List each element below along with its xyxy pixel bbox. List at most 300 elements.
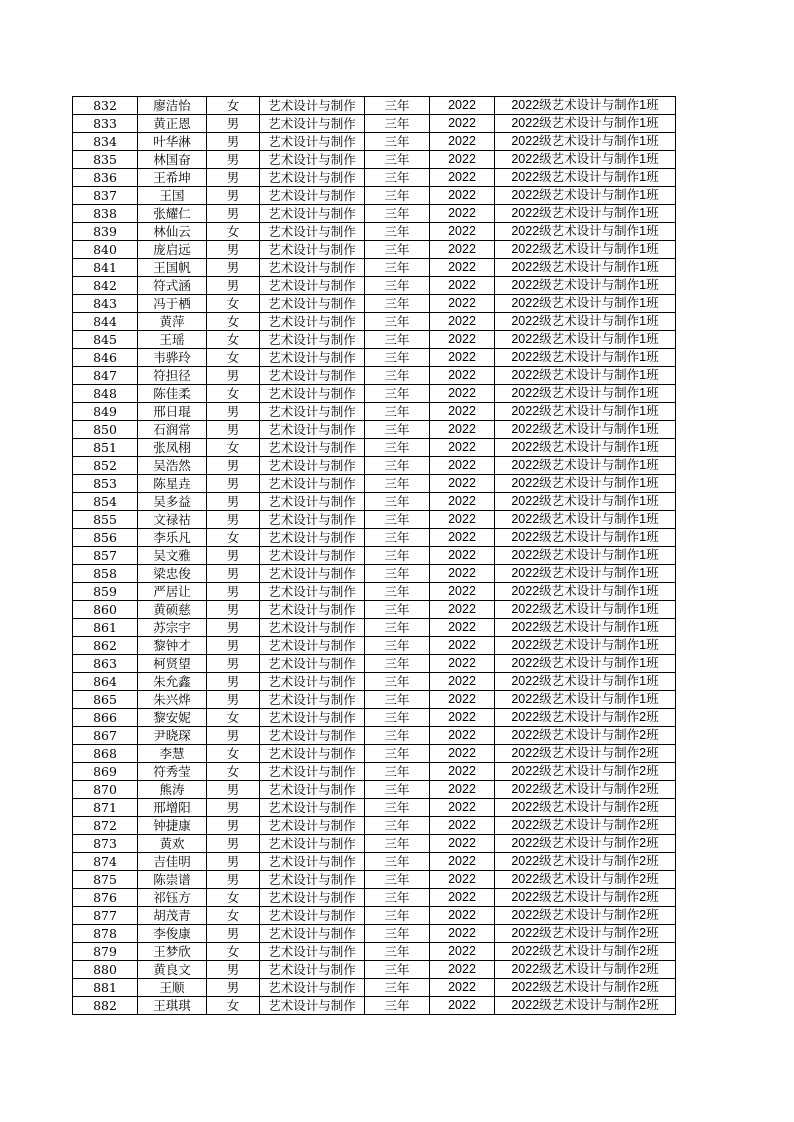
student-gender: 女 (207, 529, 260, 547)
program-duration: 三年 (365, 691, 430, 709)
student-gender: 女 (207, 745, 260, 763)
student-gender: 女 (207, 997, 260, 1015)
program-duration: 三年 (365, 637, 430, 655)
table-row (73, 133, 676, 151)
enrollment-year: 2022 (430, 259, 495, 277)
class-name: 2022级艺术设计与制作1班 (495, 691, 676, 709)
program-duration: 三年 (365, 835, 430, 853)
program-duration: 三年 (365, 601, 430, 619)
row-number: 838 (73, 205, 138, 223)
enrollment-year: 2022 (430, 205, 495, 223)
table-row (73, 439, 676, 457)
student-gender: 男 (207, 115, 260, 133)
table-row (73, 889, 676, 907)
student-name: 黄硕慈 (138, 601, 207, 619)
student-major: 艺术设计与制作 (260, 259, 365, 277)
table-row (73, 979, 676, 997)
student-name: 邢增阳 (138, 799, 207, 817)
student-major: 艺术设计与制作 (260, 205, 365, 223)
table-row (73, 673, 676, 691)
student-major: 艺术设计与制作 (260, 745, 365, 763)
student-gender: 女 (207, 223, 260, 241)
enrollment-year: 2022 (430, 637, 495, 655)
row-number: 877 (73, 907, 138, 925)
row-number: 839 (73, 223, 138, 241)
table-row (73, 403, 676, 421)
row-number: 873 (73, 835, 138, 853)
row-number: 872 (73, 817, 138, 835)
row-number: 868 (73, 745, 138, 763)
student-name: 吴文雅 (138, 547, 207, 565)
student-gender: 男 (207, 799, 260, 817)
table-row (73, 169, 676, 187)
enrollment-year: 2022 (430, 835, 495, 853)
class-name: 2022级艺术设计与制作2班 (495, 925, 676, 943)
row-number: 875 (73, 871, 138, 889)
student-gender: 男 (207, 151, 260, 169)
class-name: 2022级艺术设计与制作1班 (495, 673, 676, 691)
student-gender: 男 (207, 259, 260, 277)
student-major: 艺术设计与制作 (260, 943, 365, 961)
enrollment-year: 2022 (430, 457, 495, 475)
program-duration: 三年 (365, 223, 430, 241)
student-gender: 男 (207, 835, 260, 853)
enrollment-year: 2022 (430, 493, 495, 511)
table-row (73, 907, 676, 925)
enrollment-year: 2022 (430, 367, 495, 385)
table-row (73, 835, 676, 853)
program-duration: 三年 (365, 313, 430, 331)
program-duration: 三年 (365, 403, 430, 421)
row-number: 857 (73, 547, 138, 565)
student-name: 林国奋 (138, 151, 207, 169)
student-gender: 男 (207, 871, 260, 889)
class-name: 2022级艺术设计与制作1班 (495, 169, 676, 187)
class-name: 2022级艺术设计与制作2班 (495, 889, 676, 907)
row-number: 851 (73, 439, 138, 457)
row-number: 848 (73, 385, 138, 403)
program-duration: 三年 (365, 871, 430, 889)
student-gender: 男 (207, 475, 260, 493)
student-name: 朱兴烨 (138, 691, 207, 709)
student-name: 李乐凡 (138, 529, 207, 547)
student-gender: 女 (207, 385, 260, 403)
table-row (73, 655, 676, 673)
student-gender: 女 (207, 439, 260, 457)
table-row (73, 421, 676, 439)
program-duration: 三年 (365, 421, 430, 439)
student-major: 艺术设计与制作 (260, 583, 365, 601)
row-number: 882 (73, 997, 138, 1015)
program-duration: 三年 (365, 457, 430, 475)
row-number: 880 (73, 961, 138, 979)
student-major: 艺术设计与制作 (260, 115, 365, 133)
table-row (73, 529, 676, 547)
class-name: 2022级艺术设计与制作1班 (495, 421, 676, 439)
enrollment-year: 2022 (430, 547, 495, 565)
row-number: 847 (73, 367, 138, 385)
table-row (73, 493, 676, 511)
student-gender: 女 (207, 349, 260, 367)
student-major: 艺术设计与制作 (260, 241, 365, 259)
row-number: 834 (73, 133, 138, 151)
table-row (73, 565, 676, 583)
student-major: 艺术设计与制作 (260, 349, 365, 367)
student-major: 艺术设计与制作 (260, 493, 365, 511)
program-duration: 三年 (365, 115, 430, 133)
enrollment-year: 2022 (430, 403, 495, 421)
row-number: 843 (73, 295, 138, 313)
student-major: 艺术设计与制作 (260, 511, 365, 529)
student-name: 廖洁怡 (138, 97, 207, 115)
program-duration: 三年 (365, 169, 430, 187)
row-number: 870 (73, 781, 138, 799)
row-number: 867 (73, 727, 138, 745)
enrollment-year: 2022 (430, 133, 495, 151)
student-name: 王瑶 (138, 331, 207, 349)
table-row (73, 457, 676, 475)
program-duration: 三年 (365, 205, 430, 223)
table-row (73, 367, 676, 385)
class-name: 2022级艺术设计与制作1班 (495, 241, 676, 259)
class-name: 2022级艺术设计与制作1班 (495, 475, 676, 493)
row-number: 850 (73, 421, 138, 439)
program-duration: 三年 (365, 547, 430, 565)
enrollment-year: 2022 (430, 349, 495, 367)
student-name: 祁钰方 (138, 889, 207, 907)
enrollment-year: 2022 (430, 583, 495, 601)
student-major: 艺术设计与制作 (260, 799, 365, 817)
student-name: 张凤栩 (138, 439, 207, 457)
table-row (73, 871, 676, 889)
class-name: 2022级艺术设计与制作2班 (495, 745, 676, 763)
class-name: 2022级艺术设计与制作2班 (495, 763, 676, 781)
program-duration: 三年 (365, 331, 430, 349)
student-major: 艺术设计与制作 (260, 457, 365, 475)
program-duration: 三年 (365, 619, 430, 637)
class-name: 2022级艺术设计与制作1班 (495, 331, 676, 349)
student-name: 冯于栖 (138, 295, 207, 313)
table-row (73, 727, 676, 745)
student-major: 艺术设计与制作 (260, 673, 365, 691)
enrollment-year: 2022 (430, 673, 495, 691)
class-name: 2022级艺术设计与制作1班 (495, 187, 676, 205)
enrollment-year: 2022 (430, 241, 495, 259)
student-gender: 男 (207, 403, 260, 421)
student-gender: 男 (207, 241, 260, 259)
student-major: 艺术设计与制作 (260, 763, 365, 781)
enrollment-year: 2022 (430, 187, 495, 205)
class-name: 2022级艺术设计与制作2班 (495, 907, 676, 925)
enrollment-year: 2022 (430, 655, 495, 673)
enrollment-year: 2022 (430, 745, 495, 763)
program-duration: 三年 (365, 745, 430, 763)
student-gender: 男 (207, 619, 260, 637)
student-major: 艺术设计与制作 (260, 133, 365, 151)
enrollment-year: 2022 (430, 907, 495, 925)
student-major: 艺术设计与制作 (260, 835, 365, 853)
class-name: 2022级艺术设计与制作2班 (495, 871, 676, 889)
table-row (73, 511, 676, 529)
student-gender: 男 (207, 673, 260, 691)
program-duration: 三年 (365, 259, 430, 277)
student-major: 艺术设计与制作 (260, 817, 365, 835)
program-duration: 三年 (365, 133, 430, 151)
student-name: 吴浩然 (138, 457, 207, 475)
class-name: 2022级艺术设计与制作1班 (495, 457, 676, 475)
row-number: 881 (73, 979, 138, 997)
student-name: 黄正恩 (138, 115, 207, 133)
roster-body (73, 97, 676, 1015)
class-name: 2022级艺术设计与制作1班 (495, 385, 676, 403)
student-major: 艺术设计与制作 (260, 709, 365, 727)
student-major: 艺术设计与制作 (260, 979, 365, 997)
student-major: 艺术设计与制作 (260, 889, 365, 907)
row-number: 840 (73, 241, 138, 259)
student-name: 陈星垚 (138, 475, 207, 493)
student-name: 石润常 (138, 421, 207, 439)
enrollment-year: 2022 (430, 871, 495, 889)
student-major: 艺术设计与制作 (260, 997, 365, 1015)
program-duration: 三年 (365, 763, 430, 781)
row-number: 879 (73, 943, 138, 961)
student-gender: 男 (207, 853, 260, 871)
program-duration: 三年 (365, 511, 430, 529)
student-gender: 男 (207, 493, 260, 511)
student-major: 艺术设计与制作 (260, 691, 365, 709)
class-name: 2022级艺术设计与制作1班 (495, 637, 676, 655)
student-gender: 男 (207, 979, 260, 997)
program-duration: 三年 (365, 799, 430, 817)
student-major: 艺术设计与制作 (260, 601, 365, 619)
student-name: 胡茂青 (138, 907, 207, 925)
student-major: 艺术设计与制作 (260, 637, 365, 655)
student-major: 艺术设计与制作 (260, 295, 365, 313)
class-name: 2022级艺术设计与制作1班 (495, 583, 676, 601)
student-name: 符式涵 (138, 277, 207, 295)
student-gender: 男 (207, 169, 260, 187)
table-row (73, 997, 676, 1015)
program-duration: 三年 (365, 475, 430, 493)
class-name: 2022级艺术设计与制作1班 (495, 367, 676, 385)
table-row (73, 277, 676, 295)
student-gender: 男 (207, 637, 260, 655)
enrollment-year: 2022 (430, 853, 495, 871)
student-gender: 男 (207, 511, 260, 529)
student-name: 王国帆 (138, 259, 207, 277)
table-row (73, 781, 676, 799)
student-gender: 女 (207, 889, 260, 907)
enrollment-year: 2022 (430, 277, 495, 295)
program-duration: 三年 (365, 781, 430, 799)
student-major: 艺术设计与制作 (260, 277, 365, 295)
table-row (73, 817, 676, 835)
row-number: 859 (73, 583, 138, 601)
enrollment-year: 2022 (430, 619, 495, 637)
enrollment-year: 2022 (430, 709, 495, 727)
class-name: 2022级艺术设计与制作2班 (495, 799, 676, 817)
program-duration: 三年 (365, 709, 430, 727)
program-duration: 三年 (365, 349, 430, 367)
program-duration: 三年 (365, 439, 430, 457)
enrollment-year: 2022 (430, 565, 495, 583)
table-row (73, 637, 676, 655)
student-gender: 男 (207, 961, 260, 979)
program-duration: 三年 (365, 493, 430, 511)
table-row (73, 547, 676, 565)
student-gender: 男 (207, 691, 260, 709)
student-major: 艺术设计与制作 (260, 97, 365, 115)
student-major: 艺术设计与制作 (260, 781, 365, 799)
class-name: 2022级艺术设计与制作1班 (495, 493, 676, 511)
row-number: 845 (73, 331, 138, 349)
program-duration: 三年 (365, 727, 430, 745)
student-major: 艺术设计与制作 (260, 529, 365, 547)
student-name: 邢日琨 (138, 403, 207, 421)
program-duration: 三年 (365, 817, 430, 835)
table-row (73, 349, 676, 367)
row-number: 835 (73, 151, 138, 169)
row-number: 858 (73, 565, 138, 583)
student-major: 艺术设计与制作 (260, 853, 365, 871)
row-number: 869 (73, 763, 138, 781)
student-name: 林仙云 (138, 223, 207, 241)
enrollment-year: 2022 (430, 475, 495, 493)
student-name: 黄良文 (138, 961, 207, 979)
student-major: 艺术设计与制作 (260, 187, 365, 205)
student-gender: 女 (207, 97, 260, 115)
table-row (73, 943, 676, 961)
student-gender: 女 (207, 295, 260, 313)
student-name: 钟捷康 (138, 817, 207, 835)
student-major: 艺术设计与制作 (260, 871, 365, 889)
student-major: 艺术设计与制作 (260, 331, 365, 349)
row-number: 862 (73, 637, 138, 655)
student-name: 李慧 (138, 745, 207, 763)
table-row (73, 961, 676, 979)
student-major: 艺术设计与制作 (260, 151, 365, 169)
table-row (73, 763, 676, 781)
row-number: 866 (73, 709, 138, 727)
row-number: 833 (73, 115, 138, 133)
row-number: 861 (73, 619, 138, 637)
enrollment-year: 2022 (430, 331, 495, 349)
class-name: 2022级艺术设计与制作1班 (495, 439, 676, 457)
program-duration: 三年 (365, 295, 430, 313)
row-number: 878 (73, 925, 138, 943)
class-name: 2022级艺术设计与制作2班 (495, 835, 676, 853)
student-gender: 女 (207, 331, 260, 349)
table-row (73, 691, 676, 709)
table-row (73, 799, 676, 817)
student-gender: 男 (207, 583, 260, 601)
class-name: 2022级艺术设计与制作1班 (495, 223, 676, 241)
student-name: 黎钟才 (138, 637, 207, 655)
program-duration: 三年 (365, 385, 430, 403)
row-number: 841 (73, 259, 138, 277)
student-gender: 男 (207, 817, 260, 835)
row-number: 863 (73, 655, 138, 673)
class-name: 2022级艺术设计与制作1班 (495, 277, 676, 295)
student-major: 艺术设计与制作 (260, 223, 365, 241)
class-name: 2022级艺术设计与制作2班 (495, 961, 676, 979)
student-gender: 男 (207, 781, 260, 799)
program-duration: 三年 (365, 565, 430, 583)
student-gender: 男 (207, 601, 260, 619)
table-row (73, 151, 676, 169)
class-name: 2022级艺术设计与制作1班 (495, 655, 676, 673)
student-name: 黎安妮 (138, 709, 207, 727)
student-roster-table (72, 96, 676, 1015)
enrollment-year: 2022 (430, 763, 495, 781)
program-duration: 三年 (365, 907, 430, 925)
table-row (73, 313, 676, 331)
table-row (73, 187, 676, 205)
student-major: 艺术设计与制作 (260, 421, 365, 439)
table-row (73, 241, 676, 259)
program-duration: 三年 (365, 655, 430, 673)
enrollment-year: 2022 (430, 439, 495, 457)
enrollment-year: 2022 (430, 943, 495, 961)
student-major: 艺术设计与制作 (260, 403, 365, 421)
enrollment-year: 2022 (430, 169, 495, 187)
row-number: 846 (73, 349, 138, 367)
student-major: 艺术设计与制作 (260, 169, 365, 187)
program-duration: 三年 (365, 241, 430, 259)
class-name: 2022级艺术设计与制作1班 (495, 403, 676, 421)
enrollment-year: 2022 (430, 997, 495, 1015)
class-name: 2022级艺术设计与制作2班 (495, 997, 676, 1015)
table-row (73, 709, 676, 727)
student-name: 陈崇谱 (138, 871, 207, 889)
student-name: 文禄祜 (138, 511, 207, 529)
class-name: 2022级艺术设计与制作1班 (495, 511, 676, 529)
student-name: 庞启远 (138, 241, 207, 259)
student-gender: 男 (207, 133, 260, 151)
program-duration: 三年 (365, 943, 430, 961)
class-name: 2022级艺术设计与制作1班 (495, 259, 676, 277)
table-row (73, 601, 676, 619)
student-name: 王梦欣 (138, 943, 207, 961)
student-gender: 男 (207, 925, 260, 943)
row-number: 853 (73, 475, 138, 493)
student-major: 艺术设计与制作 (260, 367, 365, 385)
row-number: 864 (73, 673, 138, 691)
enrollment-year: 2022 (430, 97, 495, 115)
student-name: 王顺 (138, 979, 207, 997)
student-gender: 女 (207, 313, 260, 331)
class-name: 2022级艺术设计与制作1班 (495, 133, 676, 151)
table-row (73, 295, 676, 313)
student-gender: 男 (207, 277, 260, 295)
student-gender: 男 (207, 457, 260, 475)
table-row (73, 259, 676, 277)
student-major: 艺术设计与制作 (260, 439, 365, 457)
student-name: 陈佳柔 (138, 385, 207, 403)
table-row (73, 331, 676, 349)
program-duration: 三年 (365, 925, 430, 943)
enrollment-year: 2022 (430, 529, 495, 547)
enrollment-year: 2022 (430, 115, 495, 133)
row-number: 849 (73, 403, 138, 421)
student-name: 柯贤望 (138, 655, 207, 673)
student-name: 熊涛 (138, 781, 207, 799)
student-name: 张耀仁 (138, 205, 207, 223)
student-name: 吉佳明 (138, 853, 207, 871)
row-number: 844 (73, 313, 138, 331)
enrollment-year: 2022 (430, 979, 495, 997)
enrollment-year: 2022 (430, 817, 495, 835)
